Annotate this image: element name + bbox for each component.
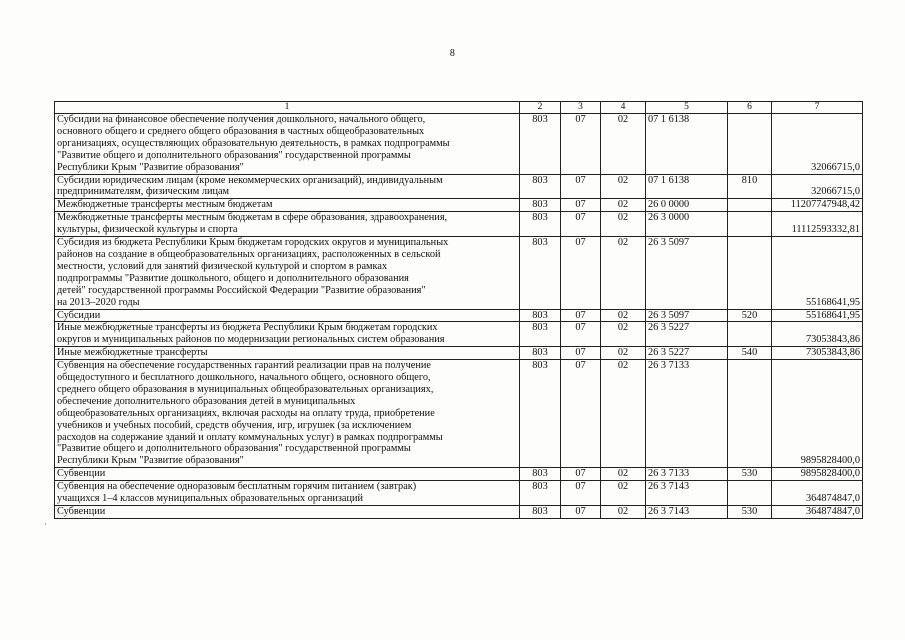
target-article-code: 07 1 6138: [646, 174, 728, 199]
table-row: [55, 309, 863, 322]
description-line: районов на создание в общеобразовательных организациях, расположенных в сельской: [57, 248, 441, 260]
header-col-1: 1: [55, 102, 520, 114]
row-description: [55, 468, 520, 481]
chapter-code: 07: [561, 212, 601, 237]
row-description: [55, 237, 520, 309]
target-article-code: 07 1 6138: [646, 114, 728, 175]
description-line: Субсидия из бюджета Республики Крым бюджетам городских округов и муниципальных: [57, 237, 449, 249]
section-code: 803: [520, 347, 561, 360]
target-article-code: 26 3 7143: [646, 506, 728, 519]
section-code: 803: [520, 237, 561, 309]
amount: 364874847,0: [772, 506, 863, 519]
chapter-code: 07: [561, 506, 601, 519]
row-description: [55, 174, 520, 199]
description-line: Субвенция на обеспечение одноразовым бесплатным горячим питанием (завтрак): [57, 481, 417, 493]
row-description: [55, 506, 520, 519]
description-line: основного общего и среднего общего образования в частных общеобразовательных: [57, 125, 425, 137]
subsection-code: 02: [601, 360, 646, 468]
section-code: 803: [520, 199, 561, 212]
description-line: "Развитие общего и дополнительного образования" государственной программы: [57, 149, 411, 161]
header-col-4: 4: [601, 102, 646, 114]
amount: 11207747948,42: [772, 199, 863, 212]
expense-type-code: [728, 199, 772, 212]
subsection-code: 02: [601, 237, 646, 309]
header-col-2: 2: [520, 102, 561, 114]
header-col-6: 6: [728, 102, 772, 114]
section-code: 803: [520, 212, 561, 237]
description-line: общедоступного и бесплатного дошкольного, начального общего, основного общего,: [57, 372, 431, 384]
page-number: 8: [449, 48, 456, 59]
margin-mark: ·: [44, 519, 47, 529]
description-line: учащихся 1–4 классов муниципальных образовательных организаций: [57, 493, 364, 505]
table-row: [55, 174, 863, 199]
target-article-code: 26 3 5227: [646, 347, 728, 360]
header-col-5: 5: [646, 102, 728, 114]
description-line: округов и муниципальных районов по модернизации региональных систем образования: [57, 334, 445, 346]
description-line: детей" государственной программы Российской Федерации "Развитие образования": [57, 284, 426, 296]
amount: 32066715,0: [772, 174, 863, 199]
target-article-code: 26 3 7133: [646, 468, 728, 481]
subsection-code: 02: [601, 174, 646, 199]
amount: 55168641,95: [772, 309, 863, 322]
row-description: [55, 360, 520, 468]
chapter-code: 07: [561, 174, 601, 199]
description-line: Субсидии на финансовое обеспечение получения дошкольного, начального общего,: [57, 114, 426, 125]
table-row: [55, 212, 863, 237]
expense-type-code: [728, 360, 772, 468]
chapter-code: 07: [561, 237, 601, 309]
chapter-code: 07: [561, 468, 601, 481]
description-line: расходов на содержание зданий и оплату коммунальных услуг) в рамках подпрограммы: [57, 431, 443, 443]
section-code: 803: [520, 481, 561, 506]
target-article-code: 26 3 7133: [646, 360, 728, 468]
table-row: [55, 347, 863, 360]
description-line: Межбюджетные трансферты местным бюджетам в сфере образования, здравоохранения,: [57, 212, 448, 224]
description-line: подпрограммы "Развитие дошкольного, общего и дополнительного образования: [57, 272, 409, 284]
table-header-row: [55, 102, 863, 114]
section-code: 803: [520, 114, 561, 175]
description-line: Республики Крым "Развитие образования": [57, 455, 244, 467]
amount: 55168641,95: [772, 237, 863, 309]
amount: 73053843,86: [772, 347, 863, 360]
target-article-code: 26 3 5227: [646, 322, 728, 347]
target-article-code: 26 3 5097: [646, 237, 728, 309]
expense-type-code: [728, 114, 772, 175]
expense-type-code: [728, 322, 772, 347]
target-article-code: 26 3 5097: [646, 309, 728, 322]
table-row: [55, 468, 863, 481]
subsection-code: 02: [601, 322, 646, 347]
expense-type-code: 810: [728, 174, 772, 199]
description-line: Субсидии: [57, 309, 101, 321]
description-line: предпринимателям, физическим лицам: [57, 186, 230, 198]
chapter-code: 07: [561, 481, 601, 506]
row-description: [55, 322, 520, 347]
section-code: 803: [520, 174, 561, 199]
description-line: "Развитие общего и дополнительного образования" государственной программы: [57, 443, 411, 455]
amount: 9895828400,0: [772, 468, 863, 481]
section-code: 803: [520, 309, 561, 322]
row-description: [55, 309, 520, 322]
amount: 73053843,86: [772, 322, 863, 347]
expense-type-code: 540: [728, 347, 772, 360]
description-line: на 2013–2020 годы: [57, 296, 140, 308]
description-line: учебников и учебных пособий, средств обучения, игр, игрушек (за исключением: [57, 419, 412, 431]
description-line: среднего общего образования в муниципальных общеобразовательных организациях,: [57, 383, 434, 395]
description-line: общеобразовательных организациях, включая расходы на оплату труда, приобретение: [57, 407, 435, 419]
description-line: Иные межбюджетные трансферты из бюджета Республики Крым бюджетам городских: [57, 322, 438, 334]
chapter-code: 07: [561, 322, 601, 347]
description-line: Иные межбюджетные трансферты: [57, 347, 208, 359]
target-article-code: 26 3 0000: [646, 212, 728, 237]
row-description: [55, 199, 520, 212]
target-article-code: 26 3 7143: [646, 481, 728, 506]
description-line: Субсидии юридическим лицам (кроме некоммерческих организаций), индивидуальным: [57, 174, 443, 186]
description-line: культуры, физической культуры и спорта: [57, 224, 238, 236]
expense-type-code: 530: [728, 468, 772, 481]
table-row: [55, 322, 863, 347]
description-line: обеспечение дополнительного образования детей в муниципальных: [57, 395, 356, 407]
table-row: [55, 360, 863, 468]
amount: 11112593332,81: [772, 212, 863, 237]
expense-type-code: [728, 212, 772, 237]
expense-type-code: 520: [728, 309, 772, 322]
section-code: 803: [520, 360, 561, 468]
description-line: Субвенция на обеспечение государственных гарантий реализации прав на получение: [57, 360, 431, 372]
description-line: Республики Крым "Развитие образования": [57, 161, 244, 173]
chapter-code: 07: [561, 199, 601, 212]
chapter-code: 07: [561, 347, 601, 360]
amount: 364874847,0: [772, 481, 863, 506]
expense-type-code: 530: [728, 506, 772, 519]
row-description: [55, 212, 520, 237]
subsection-code: 02: [601, 212, 646, 237]
description-line: организациях, осуществляющих образовательную деятельность, в рамках подпрограммы: [57, 137, 450, 149]
description-line: местности, условий для занятий физической культурой и спортом в рамках: [57, 260, 388, 272]
chapter-code: 07: [561, 360, 601, 468]
chapter-code: 07: [561, 114, 601, 175]
chapter-code: 07: [561, 309, 601, 322]
budget-table: [54, 101, 863, 519]
table-row: [55, 237, 863, 309]
subsection-code: 02: [601, 347, 646, 360]
amount: 32066715,0: [772, 114, 863, 175]
subsection-code: 02: [601, 114, 646, 175]
amount: 9895828400,0: [772, 360, 863, 468]
description-line: Межбюджетные трансферты местным бюджетам: [57, 199, 273, 211]
header-col-3: 3: [561, 102, 601, 114]
table-row: [55, 199, 863, 212]
header-col-7: 7: [772, 102, 863, 114]
subsection-code: 02: [601, 309, 646, 322]
table-row: [55, 481, 863, 506]
description-line: Субвенции: [57, 468, 106, 480]
expense-type-code: [728, 481, 772, 506]
row-description: [55, 347, 520, 360]
section-code: 803: [520, 322, 561, 347]
row-description: [55, 481, 520, 506]
section-code: 803: [520, 468, 561, 481]
subsection-code: 02: [601, 199, 646, 212]
subsection-code: 02: [601, 506, 646, 519]
subsection-code: 02: [601, 481, 646, 506]
description-line: Субвенции: [57, 506, 106, 517]
expense-type-code: [728, 237, 772, 309]
section-code: 803: [520, 506, 561, 519]
target-article-code: 26 0 0000: [646, 199, 728, 212]
table-row: [55, 114, 863, 175]
subsection-code: 02: [601, 468, 646, 481]
row-description: [55, 114, 520, 175]
table-row: [55, 506, 863, 519]
